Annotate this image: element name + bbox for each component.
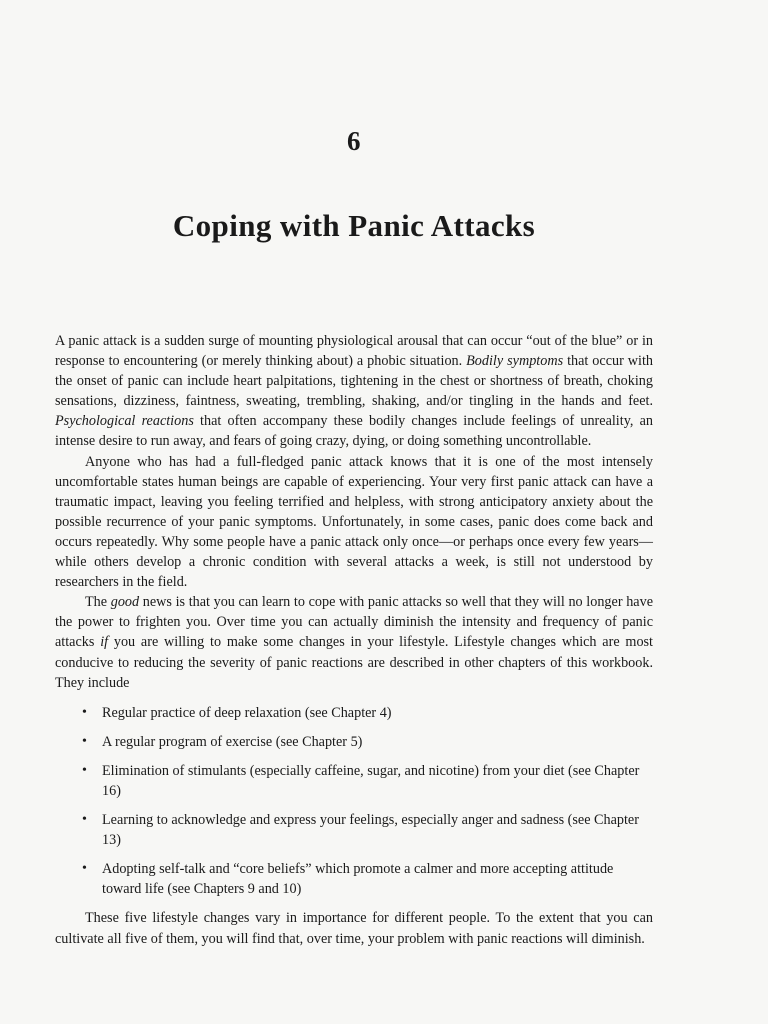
bullet-icon: • xyxy=(82,861,87,877)
paragraph-text: that occur with the onset of panic can include heart palpitations, tightening in the chest or shortness of breath, choking sensations, dizziness, faintness, sweating, trembling, shaking, and/or tingling in the hands and feet. xyxy=(55,353,653,410)
chapter-body xyxy=(55,331,653,949)
bullet-icon: • xyxy=(82,762,87,778)
bullet-icon: • xyxy=(82,733,87,749)
chapter-title: Coping with Panic Attacks xyxy=(172,208,536,243)
italic-term-bodily-symptoms: Bodily symptoms xyxy=(466,353,564,370)
list-item xyxy=(80,732,653,752)
lifestyle-changes-list xyxy=(55,703,653,900)
bullet-icon: • xyxy=(82,812,87,828)
list-item-text: Elimination of stimulants (especially caffeine, sugar, and nicotine) from your diet (see Chapter 16) xyxy=(102,762,640,799)
closing-paragraph: These five lifestyle changes vary in importance for different people. To the extent that you can cultivate all five of them, you will find that, over time, your problem with panic reactions will diminish. xyxy=(55,910,653,947)
paragraph-text: Anyone who has had a full-fledged panic attack knows that it is one of the most intensely uncomfortable states human beings are capable of experiencing. Your very first panic attack can have a traumatic impact, leaving you feeling terrified and helpless, with strong anticipatory anxiety about the possible recurrence of your panic symptoms. Unfortunately, in some cases, panic does come back and occurs repeatedly. Why some people have a panic attack only once—or perhaps once every few years—while others develop a chronic condition with several attacks a week, is still not understood by researchers in the field. xyxy=(55,453,653,591)
list-item xyxy=(80,859,653,899)
bullet-icon: • xyxy=(82,704,87,720)
paragraph-text: you are willing to make some changes in your lifestyle. Lifestyle changes which are most conducive to reducing the severity of panic reactions are described in other chapters of this workbook. They include xyxy=(55,634,654,691)
intro-paragraph xyxy=(55,331,653,452)
list-item-text: Learning to acknowledge and express your feelings, especially anger and sadness (see Chapter 13) xyxy=(102,812,639,849)
italic-word-if: if xyxy=(100,634,109,651)
italic-word-good: good xyxy=(110,594,140,611)
italic-term-psychological-reactions: Psychological reactions xyxy=(55,413,194,430)
list-item xyxy=(80,810,653,850)
list-item xyxy=(80,761,653,801)
paragraph-text: news is that you can learn to cope with panic attacks so well that they will no longer have the power to frighten you. Over time you can actually diminish the intensity and frequency of panic attacks xyxy=(55,594,653,651)
chapter-number: 6 xyxy=(347,126,361,156)
paragraph-text: The xyxy=(85,594,111,611)
paragraph-text: A panic attack is a sudden surge of mounting physiological arousal that can occur “out of the blue” or in response to encountering (or merely thinking about) a phobic situation. xyxy=(55,333,653,370)
list-item-text: Adopting self-talk and “core beliefs” which promote a calmer and more accepting attitude toward life (see Chapters 9 and 10) xyxy=(102,861,614,898)
paragraph-text: that often accompany these bodily changes include feelings of unreality, an intense desire to run away, and fears of going crazy, dying, or doing something uncontrollable. xyxy=(55,413,653,450)
list-item-text: Regular practice of deep relaxation (see Chapter 4) xyxy=(102,704,392,721)
list-item xyxy=(80,703,653,723)
list-item-text: A regular program of exercise (see Chapter 5) xyxy=(102,733,363,750)
good-news-paragraph xyxy=(55,592,653,692)
anyone-paragraph xyxy=(55,452,653,593)
